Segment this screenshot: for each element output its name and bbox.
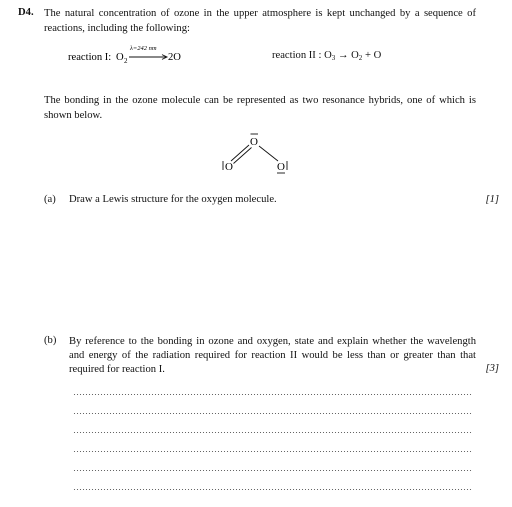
reaction-1-equation bbox=[68, 45, 268, 71]
answer-line-6[interactable] bbox=[73, 489, 472, 490]
answer-line-5[interactable] bbox=[73, 470, 472, 471]
reaction-1-reactant: O bbox=[116, 52, 124, 63]
question-intro: The natural concentration of ozone in the upper atmosphere is kept unchanged by a sequence of reactions, including the following: bbox=[44, 8, 476, 34]
part-b-text: By reference to the bonding in ozone and oxygen, state and explain whether the wavelength and energy of the radiation required for reaction II would be less than or greater than that required for reaction I. bbox=[69, 336, 476, 376]
ozone-center-atom: O bbox=[250, 136, 258, 148]
reaction-2-equation bbox=[272, 50, 381, 61]
part-a-label: (a) bbox=[44, 194, 56, 205]
ozone-right-atom: O bbox=[277, 161, 285, 173]
reaction-2-reactant-sub: 3 bbox=[331, 54, 336, 62]
answer-line-3[interactable] bbox=[73, 432, 472, 433]
reaction-2-product1: O bbox=[351, 50, 359, 61]
reaction-2-label: reaction II : bbox=[272, 50, 322, 61]
ozone-structure bbox=[214, 128, 294, 180]
reaction-2-product2: O bbox=[373, 50, 382, 61]
answer-line-4[interactable] bbox=[73, 451, 472, 452]
answer-line-1[interactable] bbox=[73, 394, 472, 395]
reaction-2-reactant: O bbox=[324, 50, 332, 61]
reaction-2-product1-sub: 2 bbox=[358, 54, 363, 62]
part-a-marks: [1] bbox=[485, 194, 499, 205]
reaction-2-arrow: → bbox=[337, 50, 349, 61]
ozone-double-bond-b bbox=[234, 148, 252, 164]
part-b-label: (b) bbox=[44, 335, 57, 346]
ozone-left-atom: O bbox=[225, 161, 233, 173]
question-number: D4. bbox=[18, 7, 34, 18]
reaction-1-label: reaction I: bbox=[68, 52, 112, 63]
reaction-2-plus: + bbox=[364, 50, 371, 61]
ozone-single-bond bbox=[259, 146, 278, 161]
part-a-text: Draw a Lewis structure for the oxygen molecule. bbox=[69, 194, 277, 205]
reaction-1-reactant-sub: 2 bbox=[124, 57, 128, 65]
bonding-text: The bonding in the ozone molecule can be represented as two resonance hybrids, one of which is shown below. bbox=[44, 95, 476, 121]
reaction-1-condition: λ=242 nm bbox=[130, 45, 157, 52]
answer-line-2[interactable] bbox=[73, 413, 472, 414]
reaction-1-product: 2O bbox=[168, 52, 181, 63]
part-b-marks: [3] bbox=[485, 363, 499, 374]
ozone-double-bond-a bbox=[231, 145, 249, 161]
